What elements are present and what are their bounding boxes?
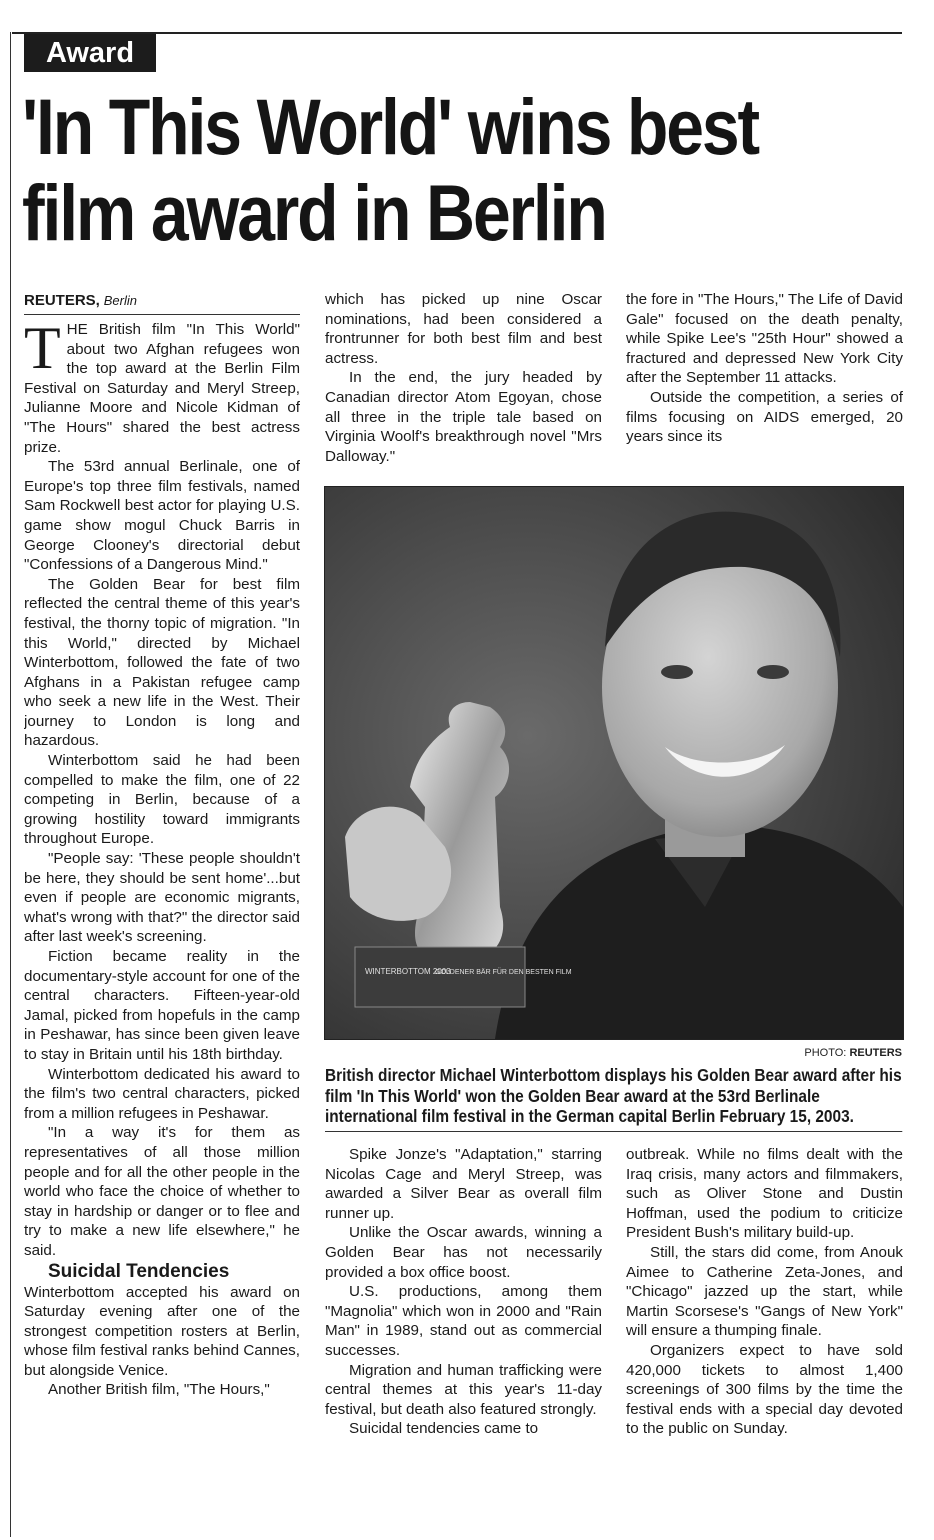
article-column-2-top bbox=[325, 290, 602, 470]
paragraph: Still, the stars did come, from Anouk Aimee to Catherine Zeta-Jones, and "Chicago" jazzed up the start, while Martin Scorsese's "Gangs of New York" will ensure a thumping finale. bbox=[626, 1243, 903, 1340]
paragraph: The Golden Bear for best film reflected the central theme of this year's festival, the thorny topic of migration. "In this World," directed by Michael Winterbottom, followed the fate of two Afghans in a Pakistan refugee camp who seek a new life in the West. Their journey to London is long and hazardous. bbox=[24, 575, 300, 750]
trophy-plate-left: WINTERBOTTOM 2003 bbox=[365, 967, 451, 976]
paragraph: Spike Jonze's "Adaptation," starring Nicolas Cage and Meryl Streep, was awarded a Silver Bear as overall film runner up. bbox=[325, 1146, 602, 1222]
photo-credit-source: REUTERS bbox=[849, 1047, 902, 1059]
lead-text: HE British film "In This World" about two Afghan refugees won the top award at the Berlin Film Festival on Saturday and Meryl Streep, Julianne Moore and Nicole Kidman of "The Hours" shared the best actress prize. bbox=[24, 321, 300, 456]
paragraph: U.S. productions, among them "Magnolia" which won in 2000 and "Rain Man" in 1989, stand out as commercial successes. bbox=[325, 1283, 602, 1359]
paragraph: "In a way it's for them as representatives of all those million people and for all the other people in the world who face the choice of whether to stay in hardship or danger or to flee and try to make a new life elsewhere," he said. bbox=[24, 1124, 300, 1259]
paragraph: the fore in "The Hours," The Life of David Gale" focused on the death penalty, while Spike Lee's "25th Hour" showed a fractured and depressed New York City after the September 11 attacks. bbox=[626, 291, 903, 387]
paragraph: Winterbottom dedicated his award to the film's two central characters, picked from a million refugees in Peshawar. bbox=[24, 1065, 300, 1122]
paragraph: Fiction became reality in the documentary-style account for one of the central characters. Fifteen-year-old Jamal, picked from hopefuls in the camp in Peshawar, has since been given leave to stay in Britain until his 18th birthday. bbox=[24, 948, 300, 1063]
byline-place: Berlin bbox=[103, 293, 137, 308]
article-column-3-top bbox=[626, 290, 903, 470]
paragraph: Migration and human trafficking were central themes at this year's 11-day festival, but death also featured strongly. bbox=[325, 1361, 602, 1418]
paragraph: Winterbottom accepted his award on Saturday evening after one of the strongest competition rosters at Berlin, whose film festival ranks behind Cannes, but alongside Venice. bbox=[24, 1283, 300, 1379]
paragraph: In the end, the jury headed by Canadian director Atom Egoyan, chose all three in the triple tale based on Virginia Woolf's breakthrough novel "Mrs Dalloway." bbox=[325, 369, 602, 465]
left-column-rule bbox=[10, 32, 11, 1537]
byline-agency: REUTERS, bbox=[24, 292, 100, 309]
photo-caption: British director Michael Winterbottom displays his Golden Bear award after his film 'In This World' won the Golden Bear award at the 53rd Berlinale international film festival in the German capital Berlin February 15, 2003. bbox=[325, 1065, 902, 1132]
trophy-plate-right: GOLDENER BÄR FÜR DEN BESTEN FILM bbox=[435, 969, 572, 976]
headline: 'In This World' wins best film award in Berlin bbox=[22, 82, 759, 257]
article-column-1 bbox=[24, 320, 300, 1520]
section-tag: Award bbox=[24, 34, 156, 72]
photo-credit-label: PHOTO: bbox=[804, 1047, 847, 1059]
paragraph: which has picked up nine Oscar nominations, had been considered a frontrunner for both best film and best actress. bbox=[325, 291, 602, 367]
photo-illustration bbox=[325, 487, 903, 1039]
news-photo bbox=[324, 486, 904, 1040]
article-column-2-bottom bbox=[325, 1145, 602, 1515]
paragraph: Winterbottom said he had been compelled to make the film, one of 22 competing in Berlin, because of a growing hostility toward immigrants throughout Europe. bbox=[24, 752, 300, 848]
paragraph: Another British film, "The Hours," bbox=[48, 1381, 270, 1399]
article-column-3-bottom bbox=[626, 1145, 903, 1515]
drop-cap: T bbox=[24, 320, 61, 381]
photo-credit bbox=[626, 1047, 902, 1060]
lead-paragraph bbox=[24, 320, 300, 457]
subheading: Suicidal Tendencies bbox=[48, 1260, 230, 1282]
paragraph: Organizers expect to have sold 420,000 tickets to almost 1,400 screenings of 300 films by the time the festival ends with a special day devoted to the public on Sunday. bbox=[626, 1341, 903, 1438]
paragraph: Unlike the Oscar awards, winning a Golden Bear has not necessarily provided a box office boost. bbox=[325, 1224, 602, 1281]
byline bbox=[24, 291, 300, 315]
paragraph: Suicidal tendencies came to bbox=[349, 1420, 539, 1438]
paragraph: outbreak. While no films dealt with the Iraq crisis, many actors and filmmakers, such as Oliver Stone and Dustin Hoffman, used the podium to criticize President Bush's military build-up. bbox=[626, 1146, 903, 1242]
trophy-base bbox=[355, 947, 525, 1007]
paragraph: Outside the competition, a series of films focusing on AIDS emerged, 20 years since its bbox=[626, 388, 903, 446]
paragraph: The 53rd annual Berlinale, one of Europe's top three film festivals, named Sam Rockwell best actor for playing U.S. game show mogul Chuck Barris in George Clooney's directorial debut "Confessions of a Dangerous Mind." bbox=[24, 458, 300, 574]
paragraph: "People say: 'These people shouldn't be here, they should be sent home'...but even if people are economic migrants, what's wrong with that?" the director said after last week's screening. bbox=[24, 850, 300, 946]
